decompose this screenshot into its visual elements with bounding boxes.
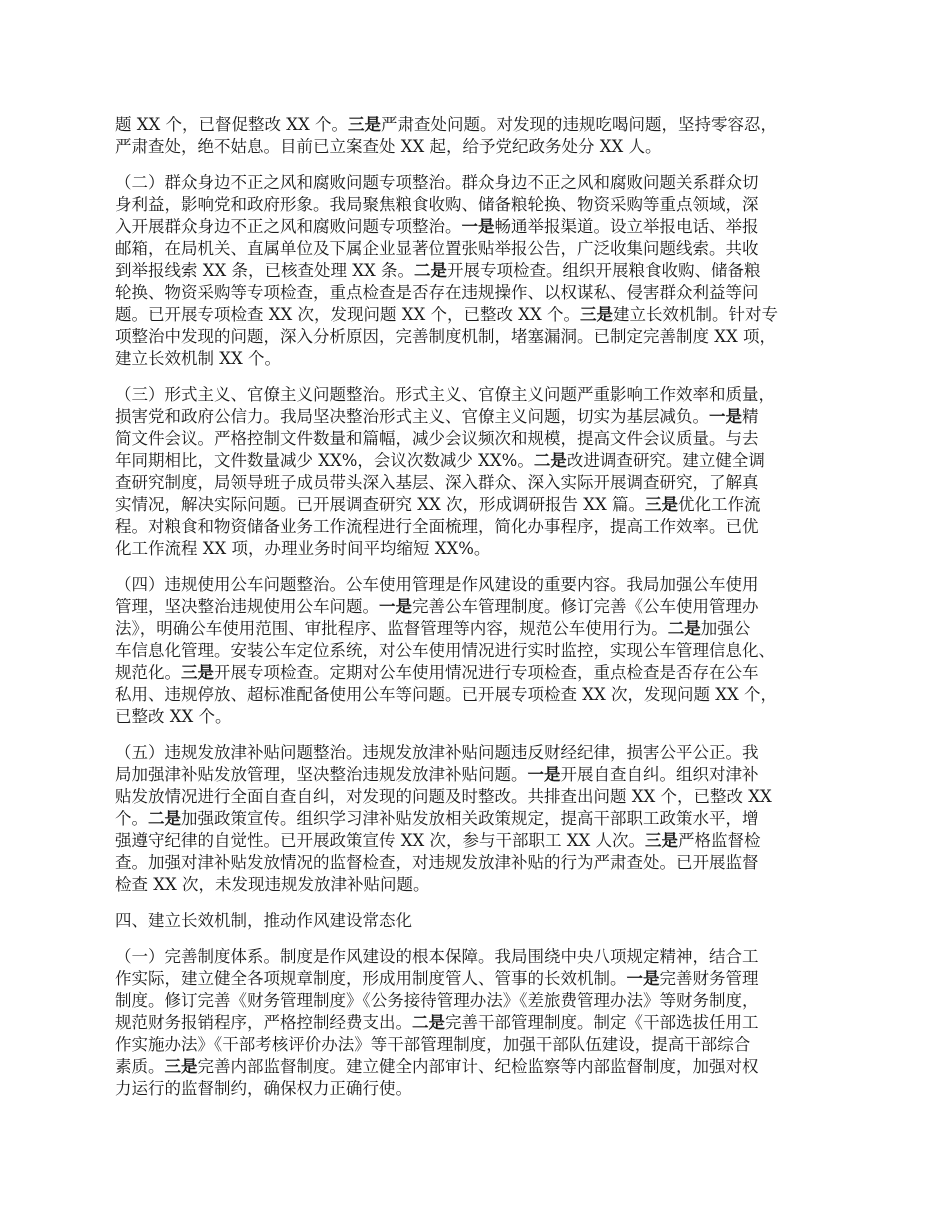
text-segment: 开展专项检查。定期对公车使用情况进行专项检查，重点检查是否存在公车: [214, 663, 759, 682]
text-segment: 已整改 XX 个。: [115, 707, 232, 726]
text-segment: 管理，坚决整治违规使用公车问题。: [115, 597, 379, 616]
text-segment: 实情况，解决实际问题。已开展调查研究 XX 次，形成调研报告 XX 篇。: [115, 495, 645, 514]
bold-marker: 二是: [413, 261, 447, 280]
text-segment: 损害党和政府公信力。我局坚决整治形式主义、官僚主义问题，切实为基层减负。: [115, 407, 709, 426]
text-segment: 题。已开展专项检查 XX 次，发现问题 XX 个，已整改 XX 个。: [115, 305, 580, 324]
bold-marker: 三是: [644, 831, 678, 850]
text-line: [115, 428, 850, 450]
text-line: [115, 640, 850, 662]
text-segment: 素质。: [115, 1057, 165, 1076]
text-line: [115, 450, 850, 472]
text-segment: 检查 XX 次，未发现违规发放津补贴问题。: [115, 875, 430, 894]
text-segment: （三）形式主义、官僚主义问题整治。形式主义、官僚主义问题严重影响工作效率和质量，: [115, 385, 775, 404]
paragraph: [115, 574, 850, 728]
text-segment: 规范化。: [115, 663, 181, 682]
text-segment: 化工作流程 XX 项，办理业务时间平均缩短 XX%。: [115, 539, 491, 558]
text-line: [115, 238, 850, 260]
text-segment: 强遵守纪律的自觉性。已开展政策宣传 XX 次，参与干部职工 XX 人次。: [115, 831, 645, 850]
text-line: [115, 494, 850, 516]
text-segment: 轮换、物资采购等专项检查，重点检查是否存在违规操作、以权谋私、侵害群众利益等问: [115, 283, 759, 302]
text-line: [115, 136, 850, 158]
bold-marker: 二是: [412, 1013, 445, 1032]
text-segment: （五）违规发放津补贴问题整治。违规发放津补贴问题违反财经纪律，损害公平公正。我: [115, 743, 759, 762]
text-line: [115, 406, 850, 428]
text-segment: 严格监督检: [677, 831, 761, 850]
text-segment: 贴发放情况进行全面自查自纠，对发现的问题及时整改。共排查出问题 XX 个，已整改 XX: [115, 787, 772, 806]
bold-marker: 一是: [379, 597, 412, 616]
text-line: [115, 1056, 850, 1078]
section-heading: [115, 910, 850, 932]
text-segment: 制度。修订完善《财务管理制度》《公务接待管理办法》《差旅费管理办法》等财务制度，: [115, 991, 759, 1010]
text-line: [115, 194, 850, 216]
bold-marker: 一是: [527, 765, 561, 784]
bold-marker: 三是: [181, 663, 214, 682]
document-page: [115, 114, 850, 1114]
text-segment: 邮箱，在局机关、直属单位及下属企业显著位置张贴举报公告，广泛收集问题线索。共收: [115, 239, 759, 258]
text-segment: 精: [742, 407, 759, 426]
text-line: [115, 852, 850, 874]
bold-marker: 三是: [164, 1057, 198, 1076]
text-line: [115, 684, 850, 706]
text-segment: 优化工作流: [677, 495, 761, 514]
text-segment: 年同期相比，文件数量减少 XX%，会议次数减少 XX%。: [115, 451, 534, 470]
text-segment: 开展自查自纠。组织对津补: [560, 765, 759, 784]
text-segment: 入开展群众身边不正之风和腐败问题专项整治。: [115, 217, 462, 236]
text-line: [115, 1012, 850, 1034]
text-segment: 作实际，建立健全各项规章制度，形成用制度管人、管事的长效机制。: [115, 969, 627, 988]
bold-marker: 一是: [626, 969, 660, 988]
text-line: [115, 874, 850, 896]
text-segment: 题 XX 个，已督促整改 XX 个。: [115, 115, 348, 134]
text-segment: 完善公车管理制度。修订完善《公车使用管理办: [412, 597, 759, 616]
text-line: [115, 910, 850, 932]
text-line: [115, 618, 850, 640]
text-segment: （四）违规使用公车问题整治。公车使用管理是作风建设的重要内容。我局加强公车使用: [115, 575, 759, 594]
text-line: [115, 706, 850, 728]
text-line: [115, 326, 850, 348]
text-segment: （一）完善制度体系。制度是作风建设的根本保障。我局围绕中央八项规定精神，结合工: [115, 947, 759, 966]
text-segment: 力运行的监督制约，确保权力正确行使。: [115, 1079, 412, 1098]
paragraph: [115, 946, 850, 1100]
text-line: [115, 968, 850, 990]
text-segment: 法》，明确公车使用范围、审批程序、监督管理等内容，规范公车使用行为。: [115, 619, 668, 638]
text-line: [115, 304, 850, 326]
paragraph: [115, 384, 850, 560]
text-line: [115, 538, 850, 560]
text-line: [115, 596, 850, 618]
text-line: [115, 114, 850, 136]
text-segment: 简文件会议。严格控制文件数量和篇幅，减少会议频次和规模，提高文件会议质量。与去: [115, 429, 759, 448]
bold-marker: 二是: [533, 451, 567, 470]
text-segment: 车信息化管理。安装公车定位系统，对公车使用情况进行实时监控，实现公车管理信息化、: [115, 641, 775, 660]
text-segment: 身利益，影响党和政府形象。我局聚焦粮食收购、储备粮轮换、物资采购等重点领域，深: [115, 195, 759, 214]
text-segment: 严肃查处问题。对发现的违规吃喝问题，坚持零容忍，: [380, 115, 777, 134]
text-segment: 完善内部监督制度。建立健全内部审计、纪检监察等内部监督制度，加强对权: [197, 1057, 759, 1076]
text-segment: 程。对粮食和物资储备业务工作流程进行全面梳理，简化办事程序，提高工作效率。已优: [115, 517, 759, 536]
text-segment: 改进调查研究。建立健全调: [566, 451, 765, 470]
text-segment: 作实施办法》《干部考核评价办法》等干部管理制度，加强干部队伍建设，提高干部综合: [115, 1035, 751, 1054]
text-segment: 查研究制度，局领导班子成员带头深入基层、深入群众、深入实际开展调查研究，了解真: [115, 473, 759, 492]
text-line: [115, 764, 850, 786]
bold-marker: 二是: [148, 809, 181, 828]
text-segment: 建立长效机制 XX 个。: [115, 349, 281, 368]
text-line: [115, 946, 850, 968]
text-segment: 完善干部管理制度。制定《干部选拔任用工: [445, 1013, 759, 1032]
bold-marker: 三是: [579, 305, 613, 324]
text-segment: 规范财务报销程序，严格控制经费支出。: [115, 1013, 412, 1032]
text-line: [115, 472, 850, 494]
text-segment: 开展专项检查。组织开展粮食收购、储备粮: [446, 261, 761, 280]
paragraph: [115, 742, 850, 896]
text-segment: 个。: [115, 809, 148, 828]
text-line: [115, 282, 850, 304]
text-line: [115, 1034, 850, 1056]
text-segment: 建立长效机制。针对专: [612, 305, 778, 324]
text-segment: 畅通举报渠道。设立举报电话、举报: [494, 217, 759, 236]
paragraph: [115, 114, 850, 158]
text-line: [115, 662, 850, 684]
text-line: [115, 1078, 850, 1100]
text-segment: 严肃查处，绝不姑息。目前已立案查处 XX 起，给予党纪政务处分 XX 人。: [115, 137, 662, 156]
bold-marker: 三是: [347, 115, 381, 134]
text-line: [115, 260, 850, 282]
text-line: [115, 348, 850, 370]
bold-marker: 一是: [709, 407, 742, 426]
bold-marker: 一是: [461, 217, 495, 236]
paragraph: [115, 172, 850, 370]
text-segment: 项整治中发现的问题，深入分析原因，完善制度机制，堵塞漏洞。已制定完善制度 XX 项，: [115, 327, 776, 346]
text-line: [115, 808, 850, 830]
text-line: [115, 384, 850, 406]
text-line: [115, 786, 850, 808]
text-segment: 查。加强对津补贴发放情况的监督检查，对违规发放津补贴的行为严肃查处。已开展监督: [115, 853, 759, 872]
text-segment: 到举报线索 XX 条，已核查处理 XX 条。: [115, 261, 414, 280]
text-segment: 完善财务管理: [659, 969, 759, 988]
text-line: [115, 172, 850, 194]
text-line: [115, 742, 850, 764]
text-line: [115, 216, 850, 238]
text-line: [115, 990, 850, 1012]
bold-marker: 二是: [667, 619, 701, 638]
text-line: [115, 830, 850, 852]
text-segment: 四、建立长效机制，推动作风建设常态化: [115, 911, 412, 930]
text-segment: （二）群众身边不正之风和腐败问题专项整治。群众身边不正之风和腐败问题关系群众切: [115, 173, 759, 192]
text-segment: 私用、违规停放、超标准配备使用公车等问题。已开展专项检查 XX 次，发现问题 XX 个，: [115, 685, 777, 704]
bold-marker: 三是: [644, 495, 678, 514]
text-segment: 局加强津补贴发放管理，坚决整治违规发放津补贴问题。: [115, 765, 528, 784]
text-line: [115, 574, 850, 596]
text-line: [115, 516, 850, 538]
text-segment: 加强政策宣传。组织学习津补贴发放相关政策规定，提高干部职工政策水平，增: [181, 809, 759, 828]
text-segment: 加强公: [700, 619, 751, 638]
